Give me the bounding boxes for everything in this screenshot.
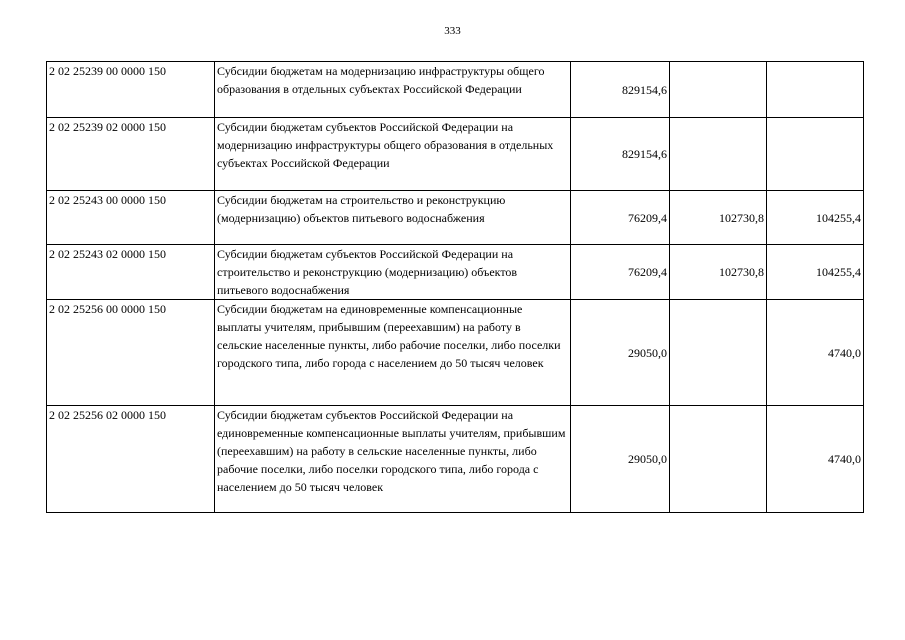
- table-row: [47, 191, 864, 245]
- budget-revenue-table: [46, 61, 864, 513]
- amount-year-1-cell: 29050,0: [571, 406, 670, 513]
- amount-year-2-cell: 102730,8: [670, 245, 767, 300]
- table-row: [47, 406, 864, 513]
- page-number: 333: [444, 25, 461, 37]
- budget-code-cell: 2 02 25256 00 0000 150: [47, 300, 215, 406]
- amount-year-3-cell: 104255,4: [767, 191, 864, 245]
- revenue-name-cell: Субсидии бюджетам на модернизацию инфраструктуры общего образования в отдельных субъектах Российской Федерации: [215, 62, 571, 118]
- amount-year-3-cell: 104255,4: [767, 245, 864, 300]
- amount-year-2-cell: 102730,8: [670, 191, 767, 245]
- amount-year-1-cell: 76209,4: [571, 191, 670, 245]
- amount-year-2-cell: [670, 62, 767, 118]
- amount-year-2-cell: [670, 118, 767, 191]
- budget-code-cell: 2 02 25243 02 0000 150: [47, 245, 215, 300]
- table-row: [47, 300, 864, 406]
- amount-year-3-cell: 4740,0: [767, 300, 864, 406]
- budget-code-cell: 2 02 25239 02 0000 150: [47, 118, 215, 191]
- budget-code-cell: 2 02 25256 02 0000 150: [47, 406, 215, 513]
- amount-year-1-cell: 29050,0: [571, 300, 670, 406]
- amount-year-2-cell: [670, 406, 767, 513]
- amount-year-1-cell: 76209,4: [571, 245, 670, 300]
- revenue-name-cell: Субсидии бюджетам субъектов Российской Федерации на строительство и реконструкцию (модернизацию) объектов питьевого водоснабжения: [215, 245, 571, 300]
- budget-code-cell: 2 02 25239 00 0000 150: [47, 62, 215, 118]
- budget-code-cell: 2 02 25243 00 0000 150: [47, 191, 215, 245]
- amount-year-3-cell: [767, 118, 864, 191]
- amount-year-3-cell: [767, 62, 864, 118]
- amount-year-2-cell: [670, 300, 767, 406]
- amount-year-3-cell: 4740,0: [767, 406, 864, 513]
- amount-year-1-cell: 829154,6: [571, 62, 670, 118]
- revenue-name-cell: Субсидии бюджетам на строительство и реконструкцию (модернизацию) объектов питьевого водоснабжения: [215, 191, 571, 245]
- table-row: [47, 62, 864, 118]
- table-row: [47, 245, 864, 300]
- revenue-name-cell: Субсидии бюджетам на единовременные компенсационные выплаты учителям, прибывшим (переехавшим) на работу в сельские населенные пункты, либо рабочие поселки, либо поселки городского типа, либо города с населением до 50 тысяч человек: [215, 300, 571, 406]
- revenue-name-cell: Субсидии бюджетам субъектов Российской Федерации на модернизацию инфраструктуры общего образования в отдельных субъектах Российской Федерации: [215, 118, 571, 191]
- revenue-name-cell: Субсидии бюджетам субъектов Российской Федерации на единовременные компенсационные выплаты учителям, прибывшим (переехавшим) на работу в сельские населенные пункты, либо рабочие поселки, либо поселки городского типа, либо города с населением до 50 тысяч человек: [215, 406, 571, 513]
- amount-year-1-cell: 829154,6: [571, 118, 670, 191]
- table-row: [47, 118, 864, 191]
